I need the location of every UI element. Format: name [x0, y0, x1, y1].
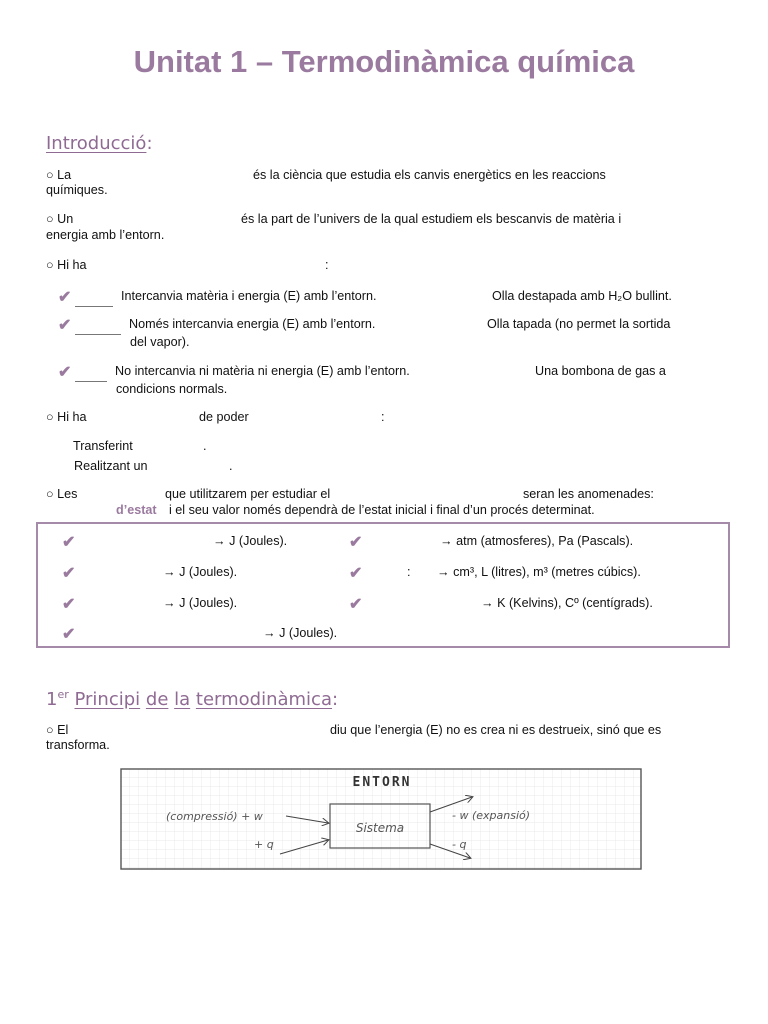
way-work-end: . — [229, 459, 233, 473]
system-isolated-cont: condicions normals. — [116, 382, 228, 396]
work-out-label: - w (expansió) — [452, 809, 531, 822]
system-closed-example: Olla tapada (no permet la sortida — [487, 317, 671, 331]
principle-word-3: la — [174, 689, 191, 710]
blank-line — [75, 320, 121, 335]
system-closed-text: Només intercanvia energia (E) amb l’entorn. — [129, 317, 376, 331]
check-icon: ✔ — [349, 565, 363, 582]
p3-colon: : — [325, 258, 329, 272]
principle-word-4: termodinàmica — [195, 689, 332, 710]
check-icon: ✔ — [58, 317, 72, 334]
unit-right-3: → K (Kelvins), Cº (centígrads). — [481, 596, 653, 610]
check-icon: ✔ — [62, 565, 76, 582]
unit-left-1: → J (Joules). — [213, 534, 288, 548]
blank-line — [75, 292, 113, 307]
p4-bullet: ○ Hi ha — [46, 410, 87, 424]
unit-left-3: → J (Joules). — [163, 596, 238, 610]
p2-cont: energia amb l’entorn. — [46, 228, 165, 242]
system-environment-drawing — [120, 768, 642, 870]
principle-colon: : — [331, 689, 339, 710]
principle-text: diu que l’energia (E) no es crea ni es destrueix, sinó que es — [330, 723, 662, 737]
system-label: Sistema — [355, 821, 405, 835]
p3-bullet: ○ Hi ha — [46, 258, 87, 272]
check-icon: ✔ — [58, 289, 72, 306]
check-icon: ✔ — [58, 364, 72, 381]
principle-word-2: de — [145, 689, 169, 710]
system-open-example: Olla destapada amb H₂O bullint. — [492, 289, 672, 303]
system-isolated-example: Una bombona de gas a — [535, 364, 666, 378]
intro-heading — [46, 133, 153, 154]
p5-mid1: que utilitzarem per estudiar el — [165, 487, 331, 501]
intro-heading-colon: : — [146, 133, 153, 154]
check-icon: ✔ — [349, 596, 363, 613]
principle-cont: transforma. — [46, 738, 110, 752]
principle-word-1: Principi — [74, 689, 141, 710]
unit-right-2: → cm³, L (litres), m³ (metres cúbics). — [437, 565, 641, 579]
system-closed-cont: del vapor). — [130, 335, 190, 349]
check-icon: ✔ — [62, 534, 76, 551]
work-in-label: (compressió) + w — [166, 810, 263, 823]
principle-sup: er — [57, 688, 69, 701]
blank-line — [75, 367, 107, 382]
check-icon: ✔ — [349, 534, 363, 551]
system-row-closed — [58, 315, 121, 335]
principle-number: 1 — [46, 689, 58, 710]
way-transfer: Transferint — [73, 439, 133, 453]
p5-cont: i el seu valor només dependrà de l’estat inicial i final d’un procés determinat. — [169, 503, 595, 517]
unit-right-2-colon: : — [407, 565, 411, 579]
unit-left-4: → J (Joules). — [263, 626, 338, 640]
principle-bullet: ○ El — [46, 723, 69, 737]
way-transfer-end: . — [203, 439, 207, 453]
unit-right-1: → atm (atmosferes), Pa (Pascals). — [440, 534, 634, 548]
check-icon: ✔ — [62, 596, 76, 613]
p2-text: és la part de l’univers de la qual estudiem els bescanvis de matèria i — [241, 212, 622, 226]
p1-bullet: ○ La — [46, 168, 72, 182]
p1-text: és la ciència que estudia els canvis energètics en les reaccions — [253, 168, 606, 182]
p4-colon: : — [381, 410, 385, 424]
system-open-text: Intercanvia matèria i energia (E) amb l’entorn. — [121, 289, 377, 303]
intro-heading-text: Introducció — [46, 133, 147, 154]
system-isolated-text: No intercanvia ni matèria ni energia (E) amb l’entorn. — [115, 364, 410, 378]
p2-bullet: ○ Un — [46, 212, 74, 226]
p5-purple-term: d’estat — [116, 503, 157, 517]
system-row-isolated — [58, 362, 107, 382]
principle-heading — [46, 688, 338, 710]
p4-mid: de poder — [199, 410, 249, 424]
environment-label: ENTORN — [352, 775, 412, 790]
way-work: Realitzant un — [74, 459, 148, 473]
p5-bullet: ○ Les — [46, 487, 78, 501]
unit-left-2: → J (Joules). — [163, 565, 238, 579]
check-icon: ✔ — [62, 626, 76, 643]
heat-out-label: - q — [452, 838, 467, 851]
p1-cont: químiques. — [46, 183, 108, 197]
system-row-open — [58, 287, 113, 307]
heat-in-label: + q — [254, 838, 274, 851]
page-title: Unitat 1 – Termodinàmica química — [133, 44, 635, 79]
p5-mid2: seran les anomenades: — [523, 487, 654, 501]
